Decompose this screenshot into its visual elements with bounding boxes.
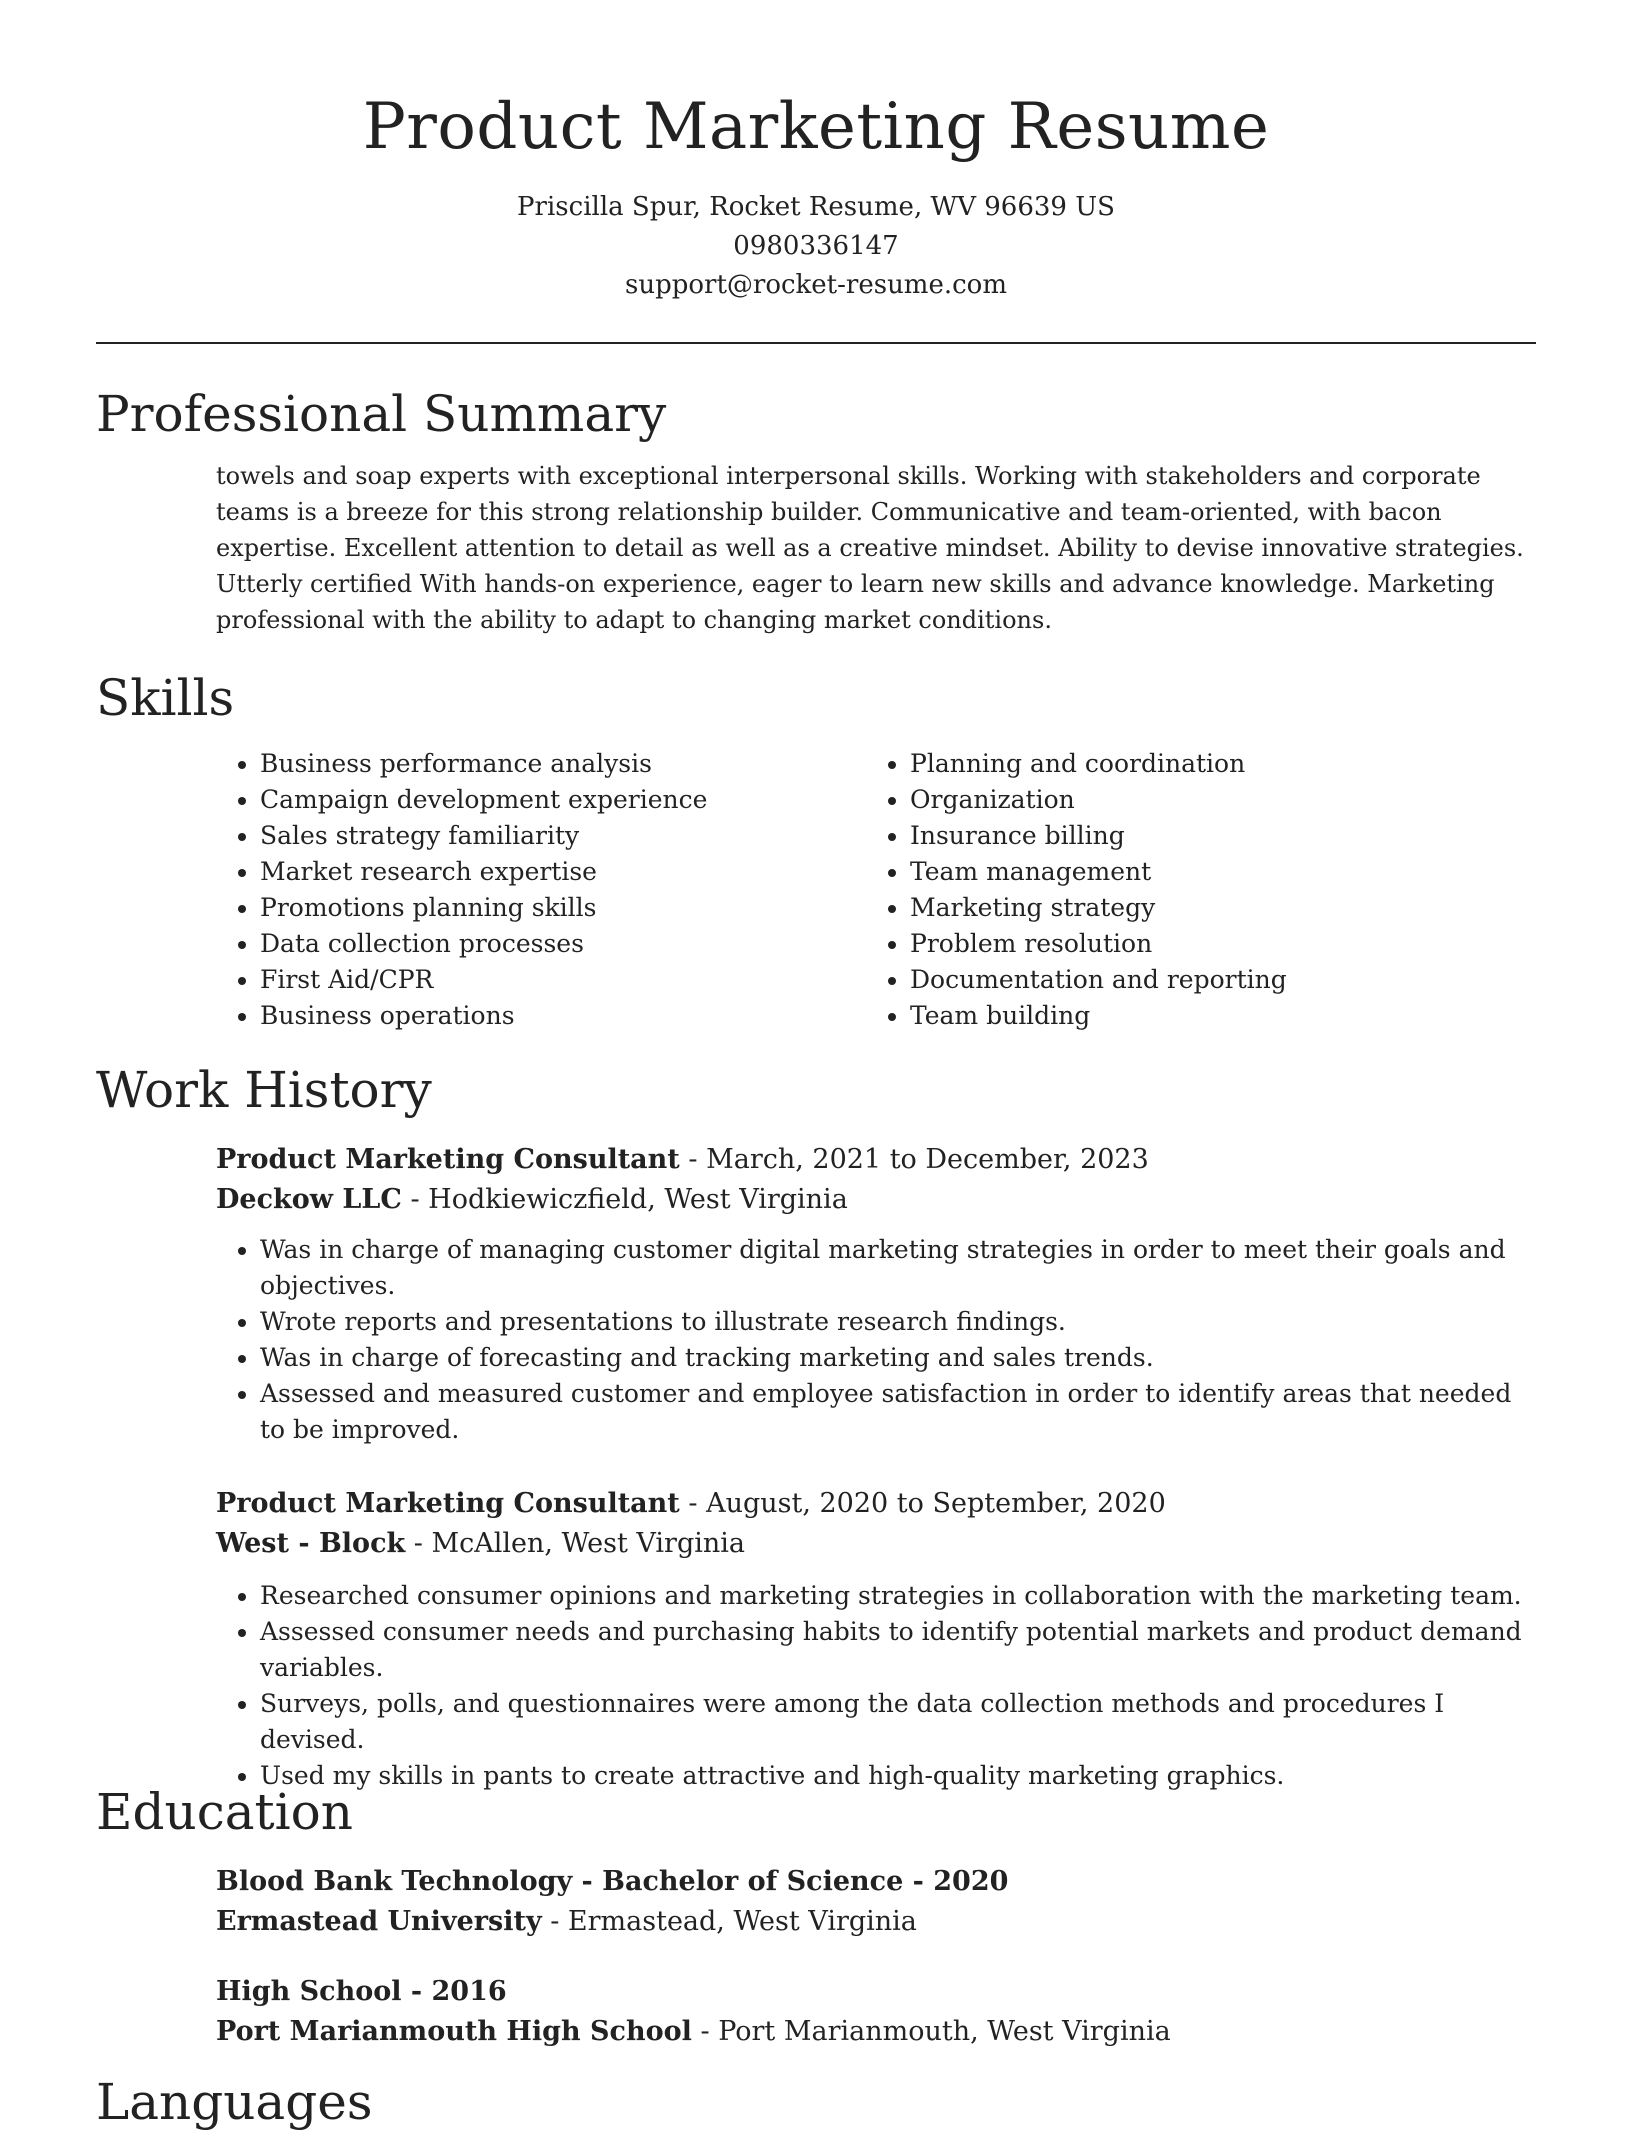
job-title-line [216,1484,1536,1524]
job-company-line [216,1524,1536,1564]
education-entry [216,1862,1536,1942]
skill-item: • Problem resolution [910,926,1486,962]
skill-item: • Team management [910,854,1486,890]
contact-block [0,188,1632,305]
job-bullets [216,1578,1536,1794]
job-bullet: • Was in charge of forecasting and tracking marketing and sales trends. [260,1340,1536,1376]
education-entry [216,1972,1536,2052]
skill-item: • Marketing strategy [910,890,1486,926]
skills-right-list [866,746,1486,1034]
education-school-line [216,1902,1536,1942]
skills-heading: Skills [96,669,235,727]
resume-header [0,0,1632,305]
job-bullet: • Assessed consumer needs and purchasing habits to identify potential markets and product demand variables. [260,1614,1536,1686]
job-location: - McAllen, West Virginia [405,1528,745,1559]
job-dates: - August, 2020 to September, 2020 [679,1488,1166,1519]
skill-item: • First Aid/CPR [260,962,836,998]
job-bullet: • Surveys, polls, and questionnaires were among the data collection methods and procedures I devised. [260,1686,1536,1758]
job-location: - Hodkiewiczfield, West Virginia [401,1184,848,1215]
job-bullet: • Wrote reports and presentations to illustrate research findings. [260,1304,1536,1340]
contact-phone: 0980336147 [733,231,899,261]
header-divider [96,342,1536,344]
job-company: Deckow LLC [216,1184,402,1215]
education-school: Ermastead University [216,1906,542,1937]
skill-item: • Planning and coordination [910,746,1486,782]
skills-right-column [866,746,1486,1034]
skill-item: • Business performance analysis [260,746,836,782]
job-company: West - Block [216,1528,406,1559]
job-bullet: • Researched consumer opinions and marketing strategies in collaboration with the marketing team. [260,1578,1536,1614]
job-entry [216,1484,1536,1794]
education-degree: High School - 2016 [216,1976,507,2007]
skill-item: • Team building [910,998,1486,1034]
job-title: Product Marketing Consultant [216,1488,680,1519]
resume-title: Product Marketing Resume [362,90,1270,164]
skills-left-column [216,746,836,1034]
skill-item: • Sales strategy familiarity [260,818,836,854]
job-entry [216,1140,1536,1448]
skill-item: • Campaign development experience [260,782,836,818]
education-heading: Education [96,1783,353,1841]
job-company-line [216,1180,1536,1220]
skill-item: • Market research expertise [260,854,836,890]
job-title-line [216,1140,1536,1180]
education-location: - Port Marianmouth, West Virginia [691,2016,1171,2047]
skill-item: • Insurance billing [910,818,1486,854]
job-dates: - March, 2021 to December, 2023 [679,1144,1149,1175]
summary-heading: Professional Summary [96,385,667,443]
education-location: - Ermastead, West Virginia [541,1906,917,1937]
job-title: Product Marketing Consultant [216,1144,680,1175]
skill-item: • Organization [910,782,1486,818]
job-bullet: • Was in charge of managing customer digital marketing strategies in order to meet their goals and objectives. [260,1232,1536,1304]
skills-left-list [216,746,836,1034]
summary-section [216,458,1536,638]
contact-address: Priscilla Spur, Rocket Resume, WV 96639 US [517,192,1115,222]
job-bullet: • Used my skills in pants to create attractive and high-quality marketing graphics. [260,1758,1536,1794]
job-bullet: • Assessed and measured customer and employee satisfaction in order to identify areas that needed to be improved. [260,1376,1536,1448]
skill-item: • Documentation and reporting [910,962,1486,998]
job-bullets [216,1232,1536,1448]
contact-email: support@rocket-resume.com [624,270,1007,300]
skill-item: • Data collection processes [260,926,836,962]
skill-item: • Business operations [260,998,836,1034]
skill-item: • Promotions planning skills [260,890,836,926]
education-degree: Blood Bank Technology - Bachelor of Science - 2020 [216,1866,1009,1897]
education-school: Port Marianmouth High School [216,2016,692,2047]
education-school-line [216,2012,1536,2052]
languages-heading: Languages [96,2073,373,2131]
summary-text: towels and soap experts with exceptional interpersonal skills. Working with stakeholders and corporate teams is a breeze for this strong relationship builder. Communicative and team-oriented, with bacon expertise. Excellent attention to detail as well as a creative mindset. Ability to devise innovative strategies. Utterly certified With hands-on experience, eager to learn new skills and advance knowledge. Marketing professional with the ability to adapt to changing market conditions. [216,462,1524,634]
work-history-heading: Work History [96,1061,432,1119]
